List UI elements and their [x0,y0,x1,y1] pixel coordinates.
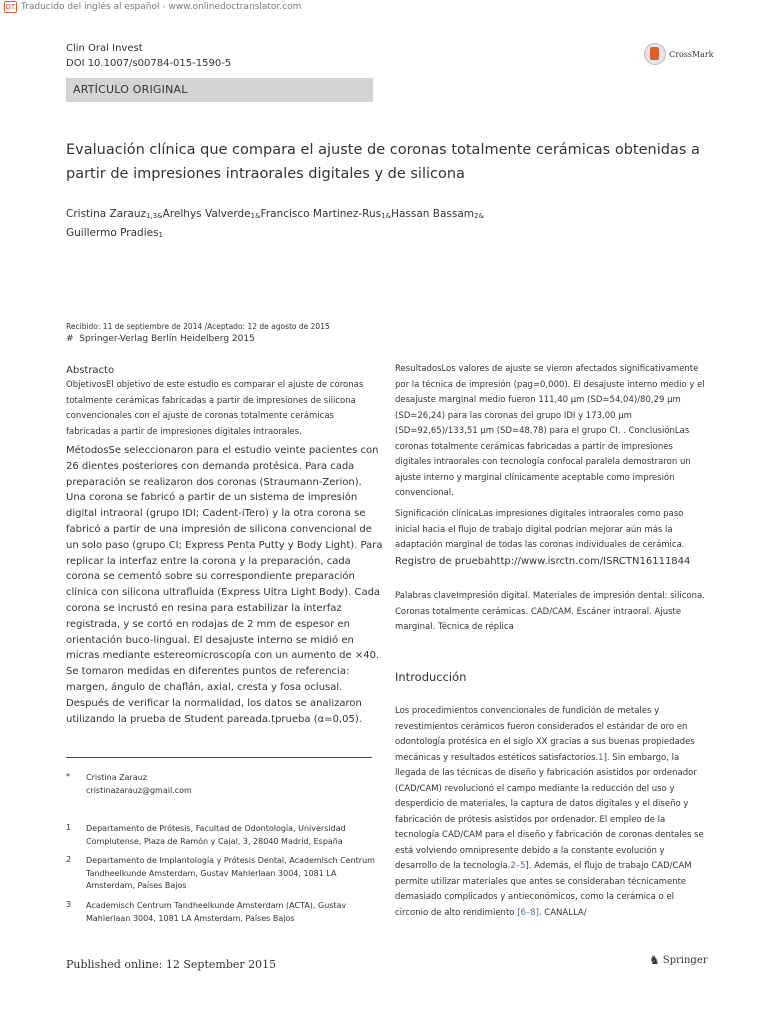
abstract-heading: Abstracto [66,365,115,376]
author-affiliation: 1& [381,212,392,220]
author-name: Cristina Zarauz [66,208,147,220]
author-affiliation: 1& [250,212,261,220]
publisher-name: Springer [662,954,708,966]
author-name: Guillermo Pradies [66,227,159,239]
intro-text: ]. Sin embargo, la llegada de las técnicas de diseño y fabricación asistidos por ordenador (CAD/CAM) revolucionó el campo mediante la reducción del uso y desperdicio de materiales, la captura de datos digitales y el diseño y fabricación de prótesis asistidos por ordenador. El empleo de la tecnología CAD/CAM para el diseño y fabricación de coronas dentales se está volviendo omnipresente debido a la constante evolución y desarrollo de la tecnología. [395,752,704,871]
translator-link[interactable]: Traducido del inglés al español - www.onlinedoctranslator.com [21,2,302,12]
translator-icon: DT [4,1,17,13]
author-name: Hassan Bassam [391,208,475,220]
springer-horse-icon: ♞ [649,953,660,967]
author-affiliation: 1,3& [146,212,163,220]
abstract-objectives: ObjetivosEl objetivo de este estudio es comparar el ajuste de coronas totalmente cerámicas fabricadas a partir de impresiones de silicona convencionales con el ajuste de coronas totalmente cerámicas fabricadas a partir de impresiones digitales intraorales. [66,380,364,437]
affiliation-footnote [66,900,376,925]
footnote-marker: 2 [66,855,72,864]
intro-text: Los procedimientos convencionales de fundición de metales y revestimientos cerámicos fueron considerados el estándar de oro en odontología protésica en el siglo XX gracias a sus buenas propiedades mecánicas y resultados estéticos satisfactorios. [395,706,695,763]
article-title: Evaluación clínica que compara el ajuste de coronas totalmente cerámicas obtenidas a partir de impresiones intraorales digitales y de silicona [66,142,700,182]
author-affiliation: 1 [158,231,164,239]
copyright-line [66,334,255,344]
trial-registry[interactable]: Registro de pruebahttp://www.isrctn.com/ISRCTN16111844 [395,556,691,567]
footnote-marker: 1 [66,823,72,832]
affiliation-text: Academisch Centrum Tandheelkunde Amsterdam (ACTA), Gustav Mahlerlaan 3004, 1081 LA Amsterdam, Países Bajos [86,901,347,923]
abstract-results: ResultadosLos valores de ajuste se vieron afectados significativamente por la técnica de impresión (pag=0,000). El desajuste interno medio y el desajuste marginal medio fueron 111,40 μm (SD=54,04)/80,29 μm (SD=26,24) para las coronas del grupo IDI y 173,00 μm (SD=92,65)/133,51 μm (SD=48,78) para el grupo CI. . ConclusiónLas coronas totalmente cerámicas fabricadas a partir de impresiones digitales intraorales con tecnología confocal paralela demostraron un ajuste interno y marginal clínicamente aceptable como impresión convencional. [395,364,705,498]
crossmark-button[interactable] [644,43,714,65]
doi: DOI 10.1007/s00784-015-1590-5 [66,58,232,69]
keywords: Palabras claveImpresión digital. Materiales de impresión dental: silicona. Coronas totalmente cerámicas. CAD/CAM. Escáner intraoral. Ajuste marginal. Técnica de réplica [395,591,705,632]
footnote-marker: * [66,772,70,781]
journal-name: Clin Oral Invest [66,43,143,54]
abstract-significance: Significación clínicaLas impresiones digitales intraorales como paso inicial hacia el flujo de trabajo digital podrían mejorar aún más la adaptación marginal de todas las coronas individuales de cerámica. [395,509,685,550]
journal-header [66,41,231,71]
introduction-paragraph [395,704,707,921]
affiliation-text: Departamento de Implantología y Prótesis Dental, Academisch Centrum Tandheelkunde Amsterdam, Gustav Mahlerlaan 3004, 1081 LA Amsterdam, Países Bajos [86,856,375,890]
citation-link[interactable]: [6–8] [517,907,539,918]
intro-text: . CANALLA/ [538,907,587,918]
affiliation-text: Departamento de Prótesis, Facultad de Odontología, Universidad Complutense, Plaza de Ramón y Cajal, 3, 28040 Madrid, España [86,824,346,846]
affiliation-footnote [66,823,376,848]
abstract-methods: MétodosSe seleccionaron para el estudio veinte pacientes con 26 dientes posteriores con demanda protésica. Para cada preparación se realizaron dos coronas (Straumann-Zerion). Una corona se fabricó a partir de un sistema de impresión digital intraoral (grupo IDI; Cadent-iTero) y la otra corona se fabricó a partir de una impresión de silicona convencional de un solo paso (grupo CI; Express Penta Putty y Body Light). Para replicar la interfaz entre la corona y la preparación, cada corona se cementó sobre su correspondiente preparación clínica con silicona ultrafluida (Express Ultra Light Body). Cada corona se incrustó en resina para estabilizar la interfaz registrada, y se cortó en rodajas de 2 mm de espesor en orientación buco-lingual. El desajuste interno se midió en micras mediante estereomicroscopía con un aumento de ×40. Se tomaron medidas en diferentes puntos de referencia: margen, ángulo de chaflán, axial, cresta y fosa oclusal. Después de verificar la normalidad, los datos se analizaron utilizando la prueba de Student pareada.tprueba (α=0,05). [66,445,383,725]
published-online: Published online: 12 September 2015 [66,958,277,971]
crossmark-icon [644,43,666,65]
publisher-logo [649,953,708,967]
corresponding-name: Cristina Zarauz [86,773,147,782]
copyright-text: Springer-Verlag Berlín Heidelberg 2015 [79,334,255,344]
received-dates: Recibido: 11 de septiembre de 2014 /Aceptado: 12 de agosto de 2015 [66,322,330,331]
intro-text: ]. Además, el flujo de trabajo CAD/CAM permite utilizar materiales que antes se consideraban técnicamente demasiado complicados y antieconómicos, como la cerámica o el circonio de alto rendimiento [395,861,692,918]
corresponding-author [66,772,376,797]
author-name: Arelhys Valverde [162,208,251,220]
introduction-heading: Introducción [395,670,467,684]
citation-link[interactable]: 2–5 [510,861,526,871]
citation-link[interactable]: 1 [598,752,604,763]
author-list [66,206,726,244]
corresponding-email[interactable]: cristinazarauz@gmail.com [86,785,192,795]
footnote-marker: 3 [66,900,72,909]
article-type-banner: ARTÍCULO ORIGINAL [66,78,373,102]
author-name: Francisco Martinez-Rus [260,208,382,220]
copyright-mark: # [66,334,74,344]
translator-banner[interactable] [0,0,301,14]
author-affiliation: 2& [474,212,484,220]
affiliation-footnote [66,855,376,893]
footnote-divider [66,757,372,758]
crossmark-label: CrossMark [669,49,714,59]
